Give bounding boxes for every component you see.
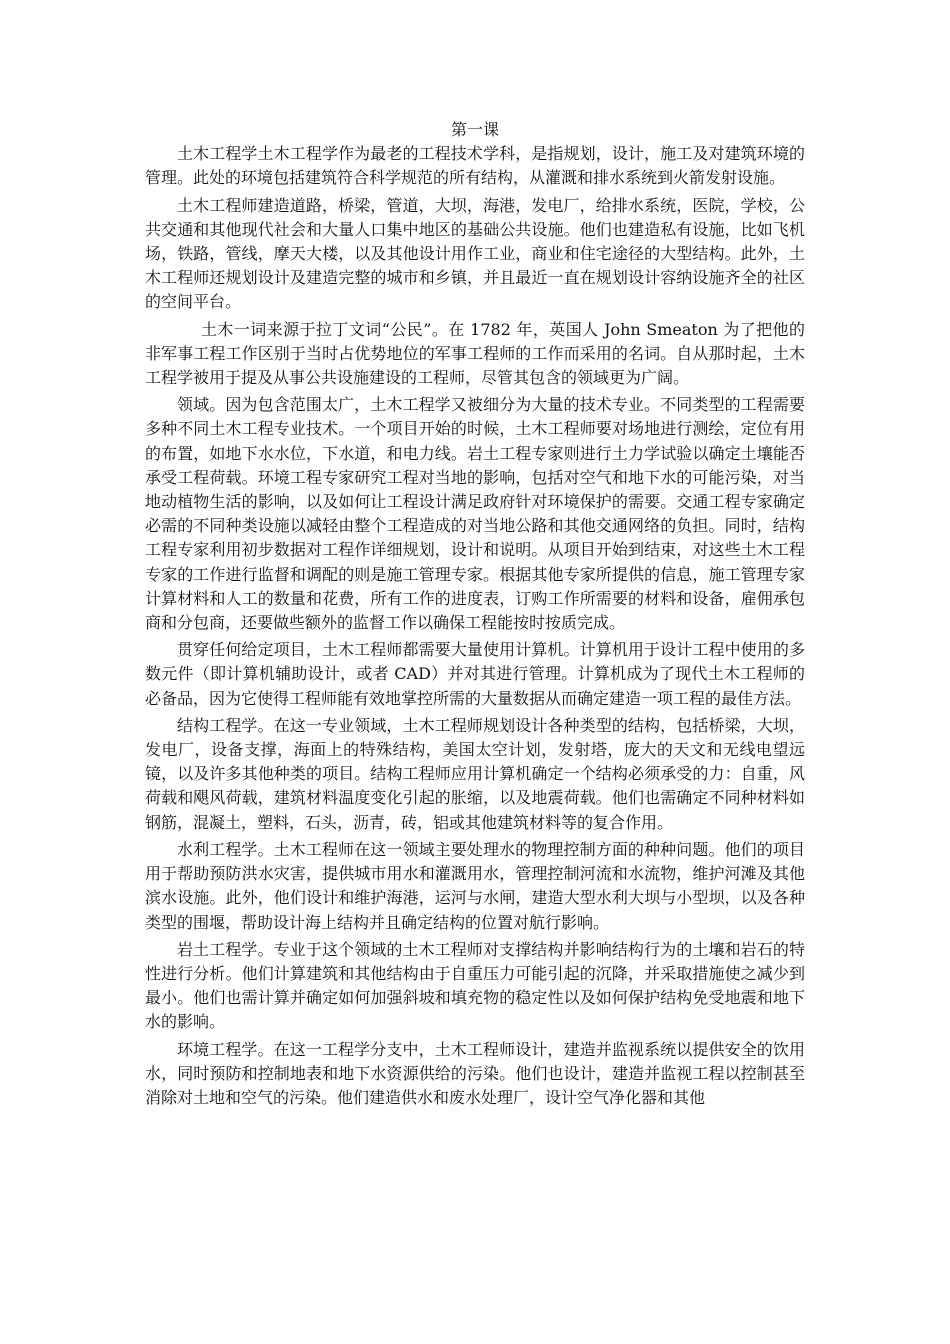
paragraph-etymology: 土木一词来源于拉丁文词“公民”。在 1782 年，英国人 John Smeaton 为了把他的非军事工程工作区别于当时占优势地位的军事工程师的工作而采用的名词。自从那时起，土木工程学被用于提及从事公共设施建设的工程师，尽管其包含的领域更为广阔。 [145,319,805,388]
paragraph-fields: 领域。因为包含范围太广，土木工程学又被细分为大量的技术专业。不同类型的工程需要多种不同土木工程专业技术。一个项目开始的时候，土木工程师要对场地进行测绘，定位有用的布置，如地下水水位，下水道，和电力线。岩土工程专家则进行土力学试验以确定土壤能否承受工程荷载。环境工程专家研究工程对当地的影响，包括对空气和地下水的可能污染，对当地动植物生活的影响，以及如何让工程设计满足政府针对环境保护的需要。交通工程专家确定必需的不同种类设施以减轻由整个工程造成的对当地公路和其他交通网络的负担。同时，结构工程专家利用初步数据对工程作详细规划，设计和说明。从项目开始到结束，对这些土木工程专家的工作进行监督和调配的则是施工管理专家。根据其他专家所提供的信息，施工管理专家计算材料和人工的数量和花费，所有工作的进度表，订购工作所需要的材料和设备，雇佣承包商和分包商，还要做些额外的监督工作以确保工程能按时按质完成。 [145,395,805,633]
paragraph-hydraulic: 水利工程学。土木工程师在这一领域主要处理水的物理控制方面的种种问题。他们的项目用于帮助预防洪水灾害，提供城市用水和灌溉用水，管理控制河流和水流物，维护河滩及其他滨水设施。此外，他们设计和维护海港，运河与水闸，建造大型水利大坝与小型坝，以及各种类型的围堰，帮助设计海上结构并且确定结构的位置对航行影响。 [145,839,805,932]
paragraph-intro: 土木工程学土木工程学作为最老的工程技术学科，是指规划，设计，施工及对建筑环境的管理。此处的环境包括建筑符合科学规范的所有结构，从灌溉和排水系统到火箭发射设施。 [145,144,805,188]
paragraph-environmental: 环境工程学。在这一工程学分支中，土木工程师设计，建造并监视系统以提供安全的饮用水，同时预防和控制地表和地下水资源供给的污染。他们也设计，建造并监视工程以控制甚至消除对土地和空气的污染。他们建造供水和废水处理厂，设计空气净化器和其他 [145,1039,805,1107]
document-body [145,118,805,1113]
paragraph-computers: 贯穿任何给定项目，土木工程师都需要大量使用计算机。计算机用于设计工程中使用的多数元件（即计算机辅助设计，或者 CAD）并对其进行管理。计算机成为了现代土木工程师的必备品，因为它使得工程师能有效地掌控所需的大量数据从而确定建造一项工程的最佳方法。 [145,640,805,708]
paragraph-engineers: 土木工程师建造道路，桥梁，管道，大坝，海港，发电厂，给排水系统，医院，学校，公共交通和其他现代社会和大量人口集中地区的基础公共设施。他们也建造私有设施，比如飞机场，铁路，管线，摩天大楼，以及其他设计用作工业，商业和住宅途径的大型结构。此外，土木工程师还规划设计及建造完整的城市和乡镇，并且最近一直在规划设计容纳设施齐全的社区的空间平台。 [145,195,805,312]
document-title: 第一课 [450,120,499,139]
paragraph-structural: 结构工程学。在这一专业领域，土木工程师规划设计各种类型的结构，包括桥梁，大坝，发电厂，设备支撑，海面上的特殊结构，美国太空计划，发射塔，庞大的天文和无线电望远镜，以及许多其他种类的项目。结构工程师应用计算机确定一个结构必须承受的力：自重，风荷载和飓风荷载，建筑材料温度变化引起的胀缩，以及地震荷载。他们也需确定不同种材料如钢筋，混凝土，塑料，石头，沥青，砖，铝或其他建筑材料等的复合作用。 [145,715,805,832]
paragraph-geotechnical: 岩土工程学。专业于这个领域的土木工程师对支撑结构并影响结构行为的土壤和岩石的特性进行分析。他们计算建筑和其他结构由于自重压力可能引起的沉降，并采取措施使之减少到最小。他们也需计算并确定如何加强斜坡和填充物的稳定性以及如何保护结构免受地震和地下水的影响。 [145,939,805,1032]
